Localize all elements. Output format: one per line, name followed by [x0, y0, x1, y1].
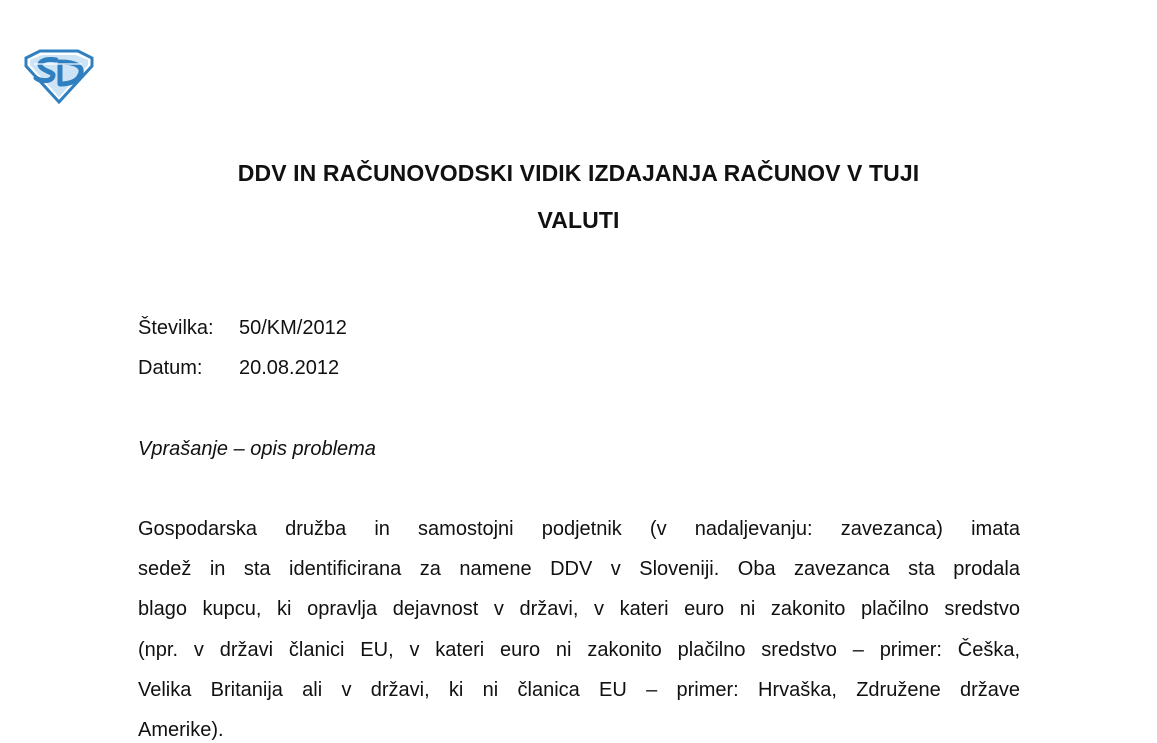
paragraph-line-6: Amerike).	[138, 719, 224, 741]
question-heading: Vprašanje – opis problema	[138, 438, 376, 460]
paragraph-line-1: Gospodarska družba in samostojni podjetnik (v nadaljevanju: zavezanca) imata	[138, 518, 1020, 540]
company-logo-icon	[22, 48, 96, 104]
document-title-line-1: DDV IN RAČUNOVODSKI VIDIK IZDAJANJA RAČUNOV V TUJI	[237, 160, 920, 186]
paragraph-line-4: (npr. v državi članici EU, v kateri euro ni zakonito plačilno sredstvo – primer: Češka,	[138, 639, 1020, 661]
document-title-line-2: VALUTI	[537, 207, 620, 233]
paragraph-line-3: blago kupcu, ki opravlja dejavnost v državi, v kateri euro ni zakonito plačilno sredstvo	[138, 598, 1020, 620]
document-number-label: Številka:	[138, 317, 214, 339]
document-date-value: 20.08.2012	[239, 357, 340, 379]
document-number-value: 50/KM/2012	[239, 317, 347, 339]
document-number-row	[138, 317, 347, 340]
document-date-row	[138, 357, 339, 380]
paragraph-line-5: Velika Britanija ali v državi, ki ni članica EU – primer: Hrvaška, Združene države	[138, 679, 1020, 701]
document-date-label: Datum:	[138, 357, 203, 379]
paragraph-line-2: sedež in sta identificirana za namene DDV v Sloveniji. Oba zavezanca sta prodala	[138, 558, 1020, 580]
